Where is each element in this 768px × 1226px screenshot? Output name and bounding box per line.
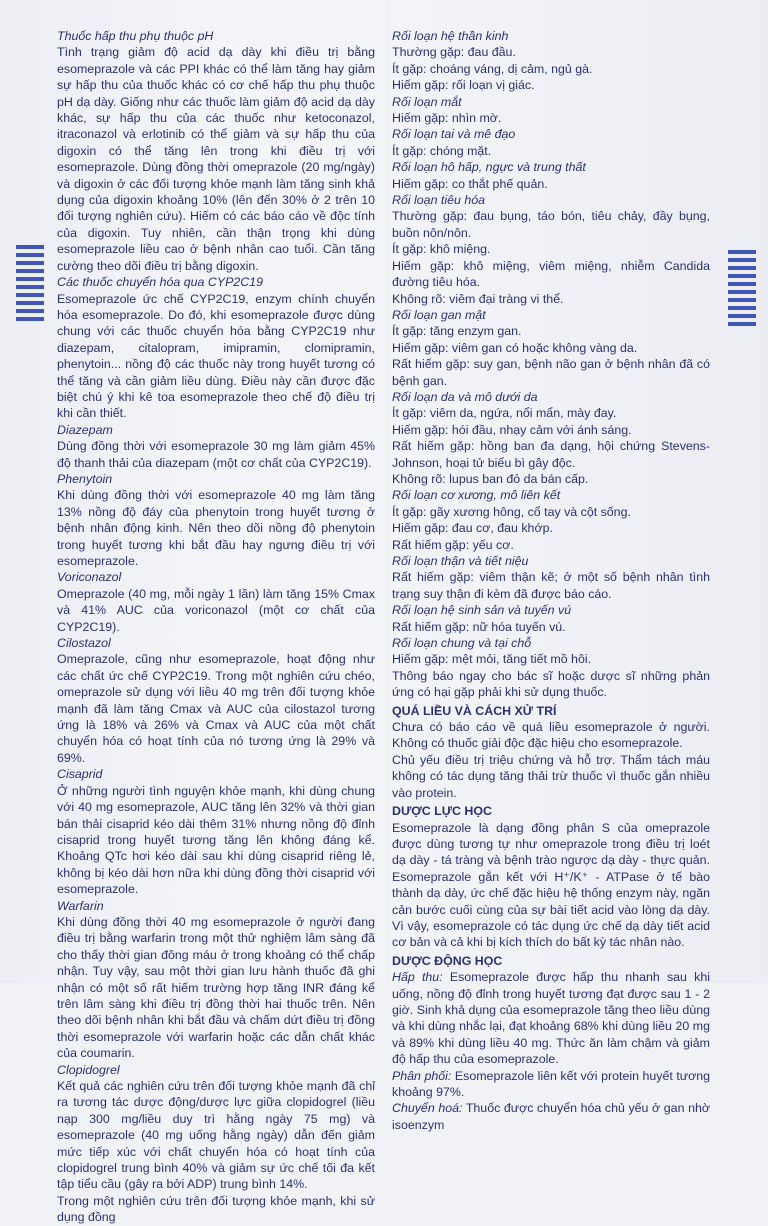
paragraph: Hiếm gặp: rối loạn vị giác. — [392, 78, 535, 93]
paragraph-label: Hấp thu: — [392, 970, 443, 985]
paragraph: Ít gặp: gãy xương hông, cổ tay và cột sống. — [392, 504, 631, 519]
paragraph: Rất hiếm gặp: yếu cơ. — [392, 537, 514, 552]
paragraph-text: Thuốc được chuyển hóa chủ yếu ở gan nhờ isoenzym — [392, 1101, 710, 1132]
paragraph: Esomeprazole là dạng đồng phân S của omeprazole được dùng tương tự như omeprazole trong điều trị loét dạ dày - tá tràng và bệnh trào ngược dạ dày - thực quản. Esomeprazole gắn kết với H⁺/K⁺ - ATPase ở tế bào thành dạ dày, ức chế đặc hiệu hệ thống enzym này, ngăn cản bước cuối cùng của sự bài tiết acid vào lòng dạ dày. Vì vậy, esomeprazole có tác dụng ức chế dạ dày tiết acid cơ bản và cả khi bị kích thích do bất kỳ tác nhân nào. — [392, 820, 710, 950]
left-margin-marks — [16, 245, 44, 325]
subsection-heading: Rối loạn hệ sinh sản và tuyến vú — [392, 603, 572, 618]
paragraph-text: Esomeprazole liên kết với protein huyết tương khoảng 97%. — [392, 1068, 710, 1099]
subsection-heading: Các thuốc chuyển hóa qua CYP2C19 — [57, 275, 263, 290]
paragraph: Thường gặp: đau đầu. — [392, 45, 516, 60]
paragraph: Ít gặp: chóng mặt. — [392, 143, 492, 158]
paragraph-label: Chuyển hoá: — [392, 1101, 463, 1116]
subsection-heading: Diazepam — [57, 422, 113, 437]
paragraph: Omeprazole, cũng như esomeprazole, hoạt động như các chất ức chế CYP2C19. Trong một nghiên cứu chéo, omeprazole sử dụng với liều 40 mg trên đối tượng khỏe mạnh đã làm tăng Cmax và AUC của cilostazol tương ứng là 18% và 26% và Cmax và AUC của một chất chuyển hóa có hoạt tính của nó tương ứng là 29% và 69%. — [57, 652, 375, 765]
subsection-heading: Rối loạn da và mô dưới da — [392, 389, 538, 404]
paragraph: Ít gặp: tăng enzym gan. — [392, 324, 522, 339]
paragraph — [392, 1068, 710, 1101]
paragraph: Hiếm gặp: khô miệng, viêm miệng, nhiễm Candida đường tiêu hóa. — [392, 258, 710, 290]
subsection-heading: Rối loạn tiêu hóa — [392, 193, 485, 208]
section-heading: DƯỢC ĐỘNG HỌC — [392, 953, 503, 968]
paragraph: Rất hiếm gặp: suy gan, bệnh não gan ở bệnh nhân đã có bệnh gan. — [392, 357, 710, 388]
paragraph: Kết quả các nghiên cứu trên đối tượng khỏe mạnh đã chỉ ra tương tác dược động/dược lực giữa clopidogrel (liều nạp 300 mg/liều duy trì hằng ngày 75 mg) và esomeprazole (40 mg uống hằng ngày) dẫn đến giảm mức tiếp xúc với chất chuyển hóa có hoạt tính của clopidogrel trung bình 40% và giảm sự ức chế tối đa kết tập tiểu cầu (gây ra bởi ADP) trung bình 14%. — [57, 1079, 375, 1192]
paragraph: Ít gặp: viêm da, ngứa, nổi mẩn, mày đay. — [392, 406, 617, 421]
subsection-heading: Clopidogrel — [57, 1062, 120, 1077]
paragraph: Hiếm gặp: viêm gan có hoặc không vàng da. — [392, 340, 638, 355]
subsection-heading: Voriconazol — [57, 570, 122, 585]
paragraph: Ít gặp: choáng váng, dị cảm, ngủ gà. — [392, 61, 593, 76]
subsection-heading: Phenytoin — [57, 471, 113, 486]
right-text-column — [392, 28, 710, 1133]
paragraph: Khi dùng đồng thời 40 mg esomeprazole ở người đang điều trị bằng warfarin trong một thử nghiệm lâm sàng đã cho thấy thời gian đông máu ở trong khoảng có thể chấp nhận. Tuy vậy, sau một thời gian lưu hành thuốc đã ghi nhận có một số rất hiếm trường hợp tăng INR đáng kể trên lâm sàng khi điều trị đồng thời hai thuốc trên. Nên theo dõi bệnh nhân khi bắt đầu và chấm dứt điều trị đồng thời esomeprazole với warfarin hoặc các dẫn chất khác của coumarin. — [57, 914, 375, 1061]
paragraph: Chưa có báo cáo về quá liều esomeprazole ở người. Không có thuốc giải độc đặc hiệu cho esomeprazole. — [392, 720, 710, 751]
paragraph: Hiếm gặp: mệt mỏi, tăng tiết mồ hôi. — [392, 652, 592, 667]
paragraph: Rất hiếm gặp: viêm thận kẽ; ở một số bệnh nhân tình trạng suy thận đi kèm đã được báo cáo. — [392, 570, 710, 601]
paragraph: Hiếm gặp: nhìn mờ. — [392, 111, 502, 126]
paragraph: Rất hiếm gặp: nữ hóa tuyến vú. — [392, 619, 566, 634]
subsection-heading: Rối loạn mắt — [392, 94, 462, 109]
subsection-heading: Thuốc hấp thu phụ thuộc pH — [57, 29, 214, 43]
paragraph: Tình trạng giảm độ acid dạ dày khi điều trị bằng esomeprazole và các PPI khác có thể làm tăng hay giảm sự hấp thu của thuốc khác có cơ chế hấp thu phụ thuộc pH dạ dày. Giống như các thuốc làm giảm độ acid dạ dày khác, sự hấp thu của các thuốc như ketoconazol, itraconazol và erlotinib có thể giảm và sự hấp thu của digoxin có thể tăng lên trong khi điều trị với esomeprazole. Dùng đồng thời omeprazole (20 mg/ngày) và digoxin ở các đối tượng khỏe mạnh làm tăng sinh khả dụng của digoxin khoảng 10% (lên đến 30% ở 2 trên 10 đối tượng nghiên cứu). Hiếm có các báo cáo về độc tính của digoxin. Tuy nhiên, cần thận trọng khi dùng esomeprazole liều cao ở bệnh nhân cao tuổi. Cần tăng cường theo dõi điều trị bằng digoxin. — [57, 45, 375, 273]
paragraph: Không rõ: lupus ban đỏ da bán cấp. — [392, 471, 589, 486]
subsection-heading: Cisaprid — [57, 767, 103, 782]
section-heading: QUÁ LIỀU VÀ CÁCH XỬ TRÍ — [392, 703, 557, 718]
paragraph: Ít gặp: khô miệng. — [392, 242, 491, 257]
paragraph: Thường gặp: đau bụng, táo bón, tiêu chảy, đầy bụng, buồn nôn/nôn. — [392, 209, 710, 240]
paragraph: Khi dùng đồng thời với esomeprazole 40 mg làm tăng 13% nồng độ đáy của phenytoin trong huyết tương ở bệnh nhân động kinh. Nên theo dõi nồng độ phenytoin trong huyết tương khi bắt đầu hay ngưng điều trị với esomeprazole. — [57, 488, 375, 568]
paragraph: Rất hiếm gặp: hồng ban đa dạng, hội chứng Stevens-Johnson, hoại tử biểu bì gây độc. — [392, 439, 710, 470]
paragraph — [392, 969, 710, 1067]
paragraph-text: Esomeprazole được hấp thu nhanh sau khi uống, nồng độ đỉnh trong huyết tương đạt được sau 1 - 2 giờ. Sinh khả dụng của esomeprazole tăng theo liều dùng và khi dùng nhắc lại, đạt khoảng 68% khi dùng liều 20 mg và 89% khi dùng liều 40 mg. Thức ăn làm chậm và giảm độ hấp thu của esomeprazole. — [392, 970, 711, 1067]
paragraph: Chủ yếu điều trị triệu chứng và hỗ trợ. Thẩm tách máu không có tác dụng tăng thải trừ thuốc vì thuốc gắn nhiều vào protein. — [392, 752, 710, 800]
paragraph: Không rõ: viêm đại tràng vi thể. — [392, 291, 564, 306]
paragraph: Omeprazole (40 mg, mỗi ngày 1 lần) làm tăng 15% Cmax và 41% AUC của voriconazol (một cơ chất của CYP2C19). — [57, 586, 375, 634]
subsection-heading: Rối loạn gan mật — [392, 307, 486, 322]
paragraph: Trong một nghiên cứu trên đối tượng khỏe mạnh, khi sử dụng đồng — [57, 1193, 375, 1225]
paragraph-label: Phân phối: — [392, 1068, 452, 1083]
subsection-heading: Rối loạn hô hấp, ngực và trung thất — [392, 160, 586, 175]
subsection-heading: Rối loạn chung và tại chỗ — [392, 636, 532, 651]
subsection-heading: Rối loạn tai và mê đạo — [392, 127, 516, 142]
paragraph: Hiếm gặp: hói đầu, nhạy cảm với ánh sáng. — [392, 422, 632, 437]
subsection-heading: Rối loạn hệ thần kinh — [392, 29, 509, 43]
subsection-heading: Rối loạn thận và tiết niệu — [392, 554, 529, 568]
subsection-heading: Cilostazol — [57, 636, 111, 651]
paragraph: Ở những người tình nguyện khỏe mạnh, khi dùng chung với 40 mg esomeprazole, AUC tăng lên 32% và thời gian bán thải cisaprid kéo dài thêm 31% nhưng nồng độ đỉnh cisaprid trong huyết tương tăng lên không đáng kể. Khoảng QTc hơi kéo dài sau khi dùng cisaprid riêng lẻ, không bị kéo dài hơn nữa khi dùng đồng thời cisaprid với esomeprazole. — [57, 783, 375, 897]
paragraph: Hiếm gặp: co thắt phế quản. — [392, 176, 548, 191]
paragraph: Dùng đồng thời với esomeprazole 30 mg làm giảm 45% độ thanh thải của diazepam (một cơ chất của CYP2C19). — [57, 439, 375, 470]
paragraph — [392, 1100, 710, 1133]
subsection-heading: Warfarin — [57, 898, 104, 913]
paragraph: Esomeprazole ức chế CYP2C19, enzym chính chuyển hóa esomeprazole. Do đó, khi esomeprazole được dùng chung với các thuốc chuyển hóa bằng CYP2C19 như diazepam, citalopram, imipramin, clomipramin, phenytoin... nồng độ các thuốc này trong huyết tương có thể tăng và cần giảm liều dùng. Điều này cần được đặc biệt chú ý khi kê toa esomeprazole theo chế độ điều trị khi cần thiết. — [57, 291, 375, 421]
paragraph: Thông báo ngay cho bác sĩ hoặc dược sĩ những phản ứng có hại gặp phải khi sử dụng thuốc. — [392, 668, 710, 700]
section-heading: DƯỢC LỰC HỌC — [392, 804, 492, 819]
paper-fold — [385, 0, 388, 983]
paragraph: Hiếm gặp: đau cơ, đau khớp. — [392, 521, 553, 536]
right-margin-marks — [728, 250, 756, 330]
subsection-heading: Rối loạn cơ xương, mô liên kết — [392, 488, 561, 503]
left-text-column — [57, 28, 375, 1226]
